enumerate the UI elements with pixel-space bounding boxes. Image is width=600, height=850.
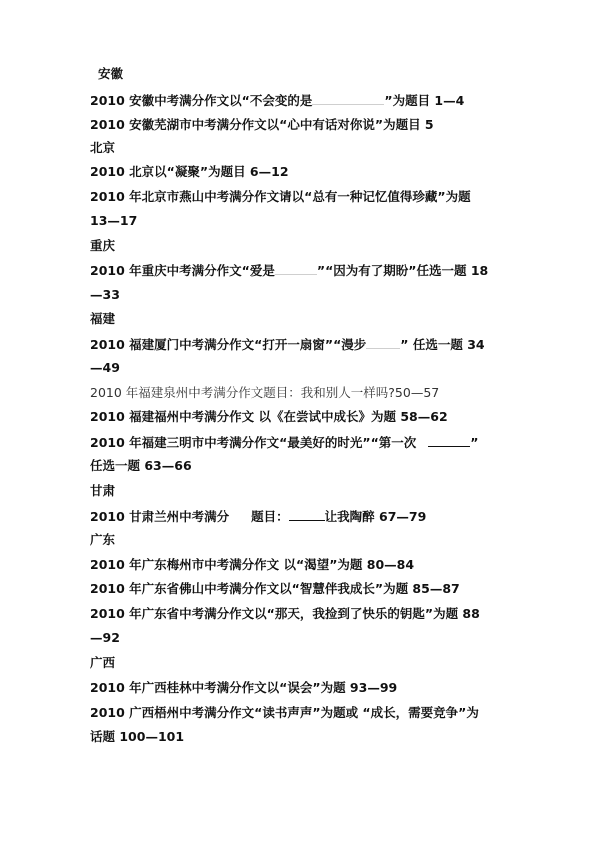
heading-chongqing: 重庆: [90, 238, 116, 253]
entry-guangdong-3: 2010 年广东省中考满分作文以“那天，我捡到了快乐的钥匙”为题 88: [90, 606, 480, 621]
entry-beijing-2: 2010 年北京市燕山中考满分作文请以“总有一种记忆值得珍藏”为题: [90, 189, 471, 204]
blank-underline: [289, 508, 325, 521]
entry-fujian-4-cont: 任选一题 63—66: [90, 458, 192, 473]
entry-fujian-1-cont: —49: [90, 360, 120, 375]
heading-gansu: 甘肃: [90, 483, 116, 498]
entry-guangdong-1: 2010 年广东梅州市中考满分作文 以“渴望”为题 80—84: [90, 557, 415, 572]
blank-underline: [275, 262, 317, 275]
entry-fujian-1: 2010 福建厦门中考满分作文“打开一扇窗”“漫步 ” 任选一题 34: [90, 337, 485, 352]
entry-anhui-2: 2010 安徽芜湖市中考满分作文以“心中有话对你说”为题目 5: [90, 117, 434, 132]
entry-anhui-1: 2010 安徽中考满分作文以“不会变的是 ”为题目 1—4: [90, 93, 465, 108]
entry-beijing-1: 2010 北京以“凝聚”为题目 6—12: [90, 164, 289, 179]
entry-guangxi-2: 2010 广西梧州中考满分作文“读书声声”为题或 “成长，需要竞争”为: [90, 705, 479, 720]
entry-guangxi-1: 2010 年广西桂林中考满分作文以“误会”为题 93—99: [90, 680, 398, 695]
blank-underline: [312, 92, 384, 105]
blank-underline: [366, 336, 400, 349]
heading-guangxi: 广西: [90, 655, 116, 670]
entry-fujian-4: 2010 年福建三明市中考满分作文“最美好的时光”“第一次 ”: [90, 435, 479, 450]
entry-guangdong-2: 2010 年广东省佛山中考满分作文以“智慧伴我成长”为题 85—87: [90, 581, 460, 596]
entry-guangdong-3-cont: —92: [90, 630, 120, 645]
entry-fujian-2: 2010 年福建泉州中考满分作文题目：我和别人一样吗?50—57: [90, 385, 440, 400]
entry-chongqing-1: 2010 年重庆中考满分作文“爱是 ”“因为有了期盼”任选一题 18: [90, 263, 489, 278]
heading-guangdong: 广东: [90, 532, 116, 547]
entry-fujian-3: 2010 福建福州中考满分作文 以《在尝试中成长》为题 58—62: [90, 409, 448, 424]
entry-gansu-1: 2010 甘肃兰州中考满分 题目： 让我陶醉 67—79: [90, 509, 427, 524]
entry-guangxi-2-cont: 话题 100—101: [90, 729, 185, 744]
heading-beijing: 北京: [90, 140, 116, 155]
blank-underline: [428, 434, 470, 447]
entry-beijing-2-cont: 13—17: [90, 213, 138, 228]
heading-anhui: 安徽: [98, 66, 124, 81]
entry-chongqing-1-cont: —33: [90, 287, 120, 302]
heading-fujian: 福建: [90, 311, 116, 326]
